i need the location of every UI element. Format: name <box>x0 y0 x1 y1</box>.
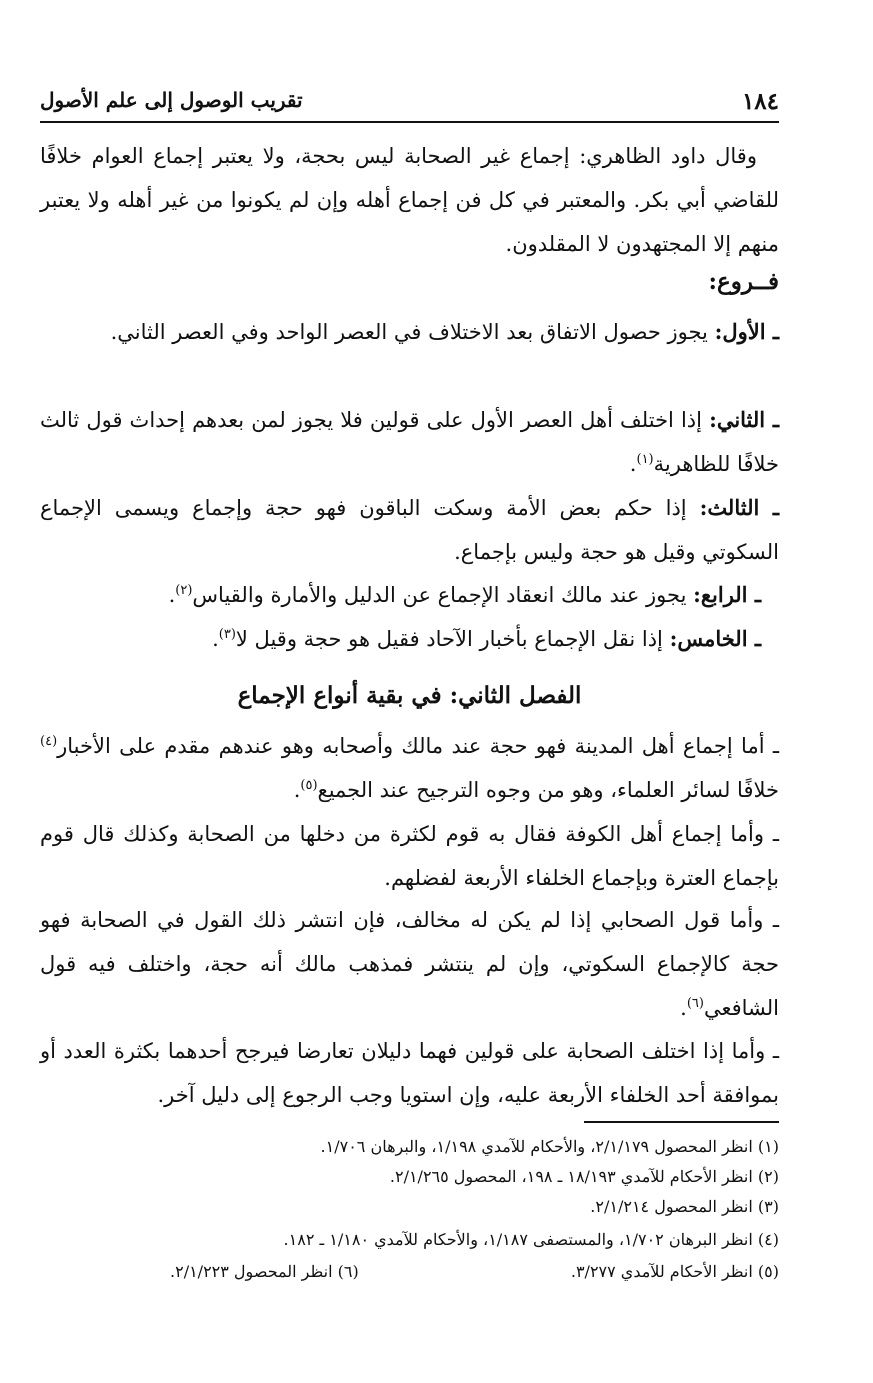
running-header <box>40 84 779 118</box>
furu-item-label: ـ الثاني: <box>709 407 779 432</box>
chapter-paragraph-3: ـ وأما قول الصحابي إذا لم يكن له مخالف، فإن انتشر ذلك القول في الصحابة فهو حجة كالإجماع السكوتي، وإن لم ينتشر فمذهب مالك أنه حجة، واختلف فيه قول الشافعي$^{(٦)}$. <box>40 908 780 1020</box>
furu-heading: فــروع: <box>708 268 779 295</box>
footnote-4: (٤) انظر البرهان ١/٧٠٢، والمستصفى ١/١٨٧، والأحكام للآمدي ١/١٨٠ ـ ١٨٢. <box>283 1230 779 1249</box>
furu-item-text: إذا نقل الإجماع بأخبار الآحاد فقيل هو حجة وقيل لا <box>235 627 670 651</box>
footnote-6: (٦) انظر المحصول ٢/١/٢٢٣. <box>170 1262 359 1281</box>
furu-item-text: يجوز عند مالك انعقاد الإجماع عن الدليل والأمارة والقياس <box>192 583 694 607</box>
furu-item-label: ـ الرابع: <box>693 582 761 607</box>
footnote-3: (٣) انظر المحصول ٢/١/٢١٤. <box>590 1197 779 1216</box>
header-rule <box>40 121 779 123</box>
footnote-ref: (٣) <box>218 627 236 642</box>
footnote-ref: (١) <box>636 452 654 467</box>
footnote-5: (٥) انظر الأحكام للآمدي ٣/٢٧٧. <box>570 1262 779 1281</box>
furu-item-label: ـ الأول: <box>714 319 779 344</box>
book-title: تقريب الوصول إلى علم الأصول <box>40 88 303 112</box>
furu-item-1 <box>40 310 779 354</box>
footnote-ref: (٢) <box>175 583 193 598</box>
chapter-title: الفصل الثاني: في بقية أنواع الإجماع <box>237 682 582 709</box>
chapter-paragraph-1: ـ أما إجماع أهل المدينة فهو حجة عند مالك وأصحابه وهو عندهم مقدم على الأخبار$^{(٤)}$ خلافًا لسائر العلماء، وهو من وجوه الترجيح عند الجميع$^{(٥)}$. <box>40 734 779 802</box>
opening-paragraph: وقال داود الظاهري: إجماع غير الصحابة ليس بحجة، ولا يعتبر إجماع العوام خلافًا للقاضي أبي بكر. والمعتبر في كل فن إجماع أهله وإن لم يكونوا من غير أهله ولا يعتبر منهم إلا المجتهدون لا المقلدون. <box>40 144 779 256</box>
footnote-ref: (٤) <box>40 734 58 749</box>
footnote-ref: (٦) <box>686 996 704 1011</box>
furu-item-text: يجوز حصول الاتفاق بعد الاختلاف في العصر الواحد وفي العصر الثاني. <box>110 320 715 344</box>
footnote-separator <box>584 1121 779 1123</box>
footnote-5-6 <box>40 1258 779 1286</box>
furu-item-2: ـ الثاني: إذا اختلف أهل العصر الأول على قولين فلا يجوز لمن بعدهم إحداث قول ثالث خلافًا للظاهرية$^{(١)}$. <box>40 407 779 476</box>
furu-item-text: إذا اختلف أهل العصر الأول على قولين فلا يجوز لمن بعدهم إحداث قول ثالث خلافًا للظاهرية <box>40 408 779 476</box>
furu-item-5: ـ الخامس: إذا نقل الإجماع بأخبار الآحاد فقيل هو حجة وقيل لا$^{(٣)}$. <box>212 626 761 651</box>
chapter-paragraph-2: ـ وأما إجماع أهل الكوفة فقال به قوم لكثرة من دخلها من الصحابة وكذلك قال قوم بإجماع العترة وبإجماع الخلفاء الأربعة لفضلهم. <box>40 822 779 890</box>
furu-item-label: ـ الثالث: <box>699 495 780 520</box>
footnote-ref: (٥) <box>300 778 318 793</box>
footnote-1: (١) انظر المحصول ٢/١/١٧٩، والأحكام للآمدي ١/١٩٨، والبرهان ١/٧٠٦. <box>320 1137 779 1156</box>
chapter-paragraph-4: ـ وأما إذا اختلف الصحابة على قولين فهما دليلان تعارضا فيرجح أحدهما بكثرة العدد أو بموافقة أحد الخلفاء الأربعة عليه، وإن استويا وجب الرجوع إلى دليل آخر. <box>40 1039 779 1107</box>
furu-item-4: ـ الرابع: يجوز عند مالك انعقاد الإجماع عن الدليل والأمارة والقياس$^{(٢)}$. <box>168 582 761 607</box>
furu-item-label: ـ الخامس: <box>669 626 761 651</box>
footnote-2: (٢) انظر الأحكام للآمدي ١٨/١٩٣ ـ ١٩٨، المحصول ٢/١/٢٦٥. <box>389 1167 779 1186</box>
page-number: ١٨٤ <box>741 88 779 115</box>
furu-item-3 <box>40 486 779 574</box>
furu-item-text: إذا حكم بعض الأمة وسكت الباقون فهو حجة وإجماع ويسمى الإجماع السكوتي وقيل هو حجة وليس بإجماع. <box>40 496 779 564</box>
